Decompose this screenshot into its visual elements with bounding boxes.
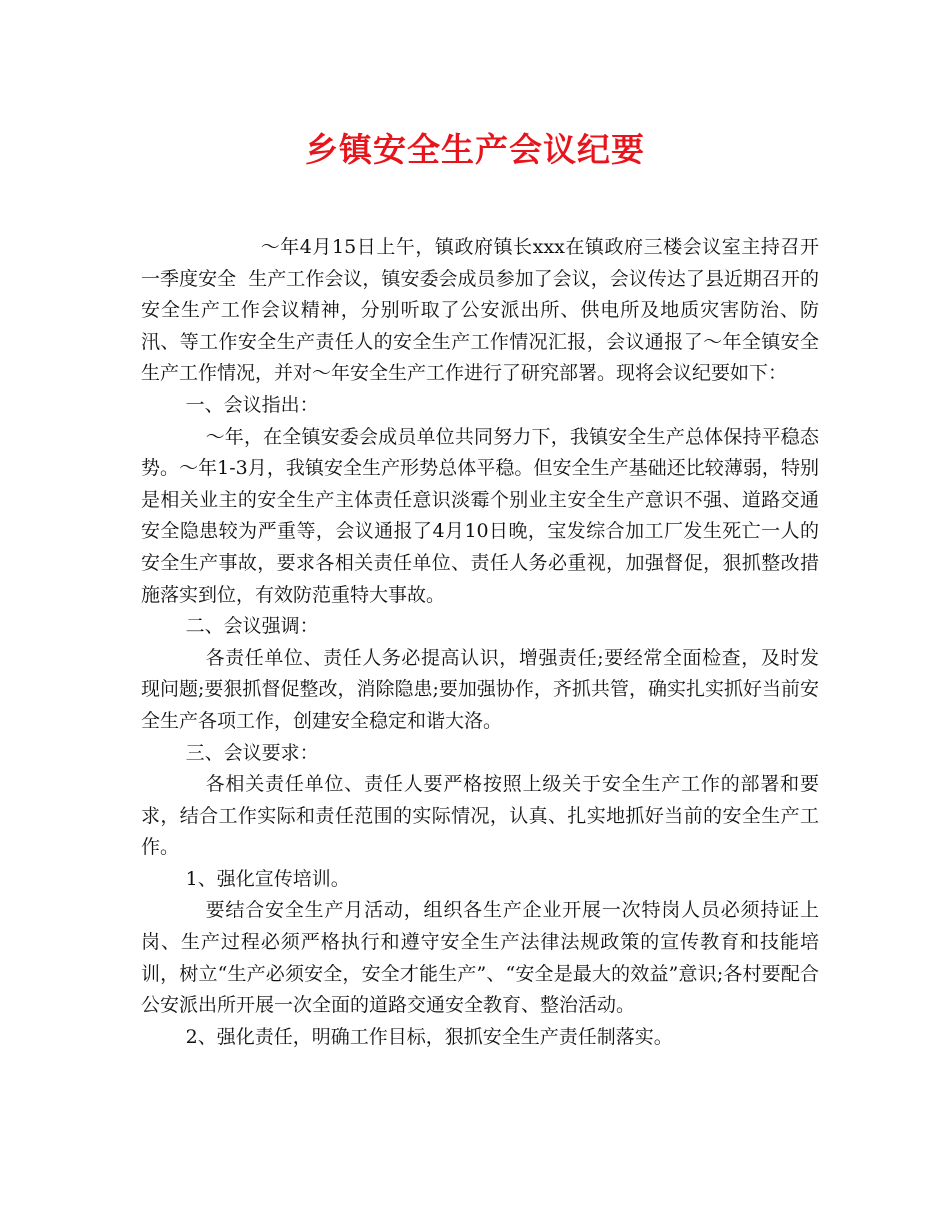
paragraph-sub-1: 要结合安全生产月活动，组织各生产企业开展一次特岗人员必须持证上岗、生产过程必须严格执行和遵守安全生产法律法规政策的宣传教育和技能培训，树立“生产必须安全，安全才能生产”、“安全是最大的效益”意识;各村要配合公安派出所开展一次全面的道路交通安全教育、整治活动。 [141,899,819,1017]
section-heading-3: 三、会议要求： [185,741,319,764]
paragraph-section-2: 各责任单位、责任人务必提高认识，增强责任;要经常全面检查，及时发现问题;要狠抓督促整改，消除隐患;要加强协作，齐抓共管，确实扎实抓好当前安全生产各项工作，创建安全稳定和谐大洛。 [141,646,819,732]
section-heading-1: 一、会议指出： [185,393,319,416]
sub-heading-2: 2、强化责任，明确工作目标，狠抓安全生产责任制落实。 [185,1025,673,1048]
document-title: 乡镇安全生产会议纪要 [305,130,645,169]
sub-heading-1: 1、强化宣传培训。 [185,867,350,890]
section-heading-2: 二、会议强调： [185,615,319,638]
paragraph-section-3: 各相关责任单位、责任人要严格按照上级关于安全生产工作的部署和要求，结合工作实际和责任范围的实际情况，认真、扎实地抓好当前的安全生产工作。 [141,773,819,859]
document-body [141,232,819,1053]
paragraph-section-1: ～年，在全镇安委会成员单位共同努力下，我镇安全生产总体保持平稳态势。～年1-3月，我镇安全生产形势总体平稳。但安全生产基础还比较薄弱，特别是相关业主的安全生产主体责任意识淡霉个别业主安全生产意识不强、道路交通安全隐患较为严重等，会议通报了4月10日晚，宝发综合加工厂发生死亡一人的安全生产事故，要求各相关责任单位、责任人务必重视，加强督促，狠抓整改措施落实到位，有效防范重特大事故。 [141,425,819,606]
paragraph-intro: ～年4月15日上午，镇政府镇长xxx在镇政府三楼会议室主持召开一季度安全 生产工作会议，镇安委会成员参加了会议，会议传达了县近期召开的安全生产工作会议精神，分别听取了公安派出所、供电所及地质灾害防治、防汛、等工作安全生产责任人的安全生产工作情况汇报，会议通报了～年全镇安全生产工作情况，并对～年安全生产工作进行了研究部署。现将会议纪要如下： [141,236,819,385]
